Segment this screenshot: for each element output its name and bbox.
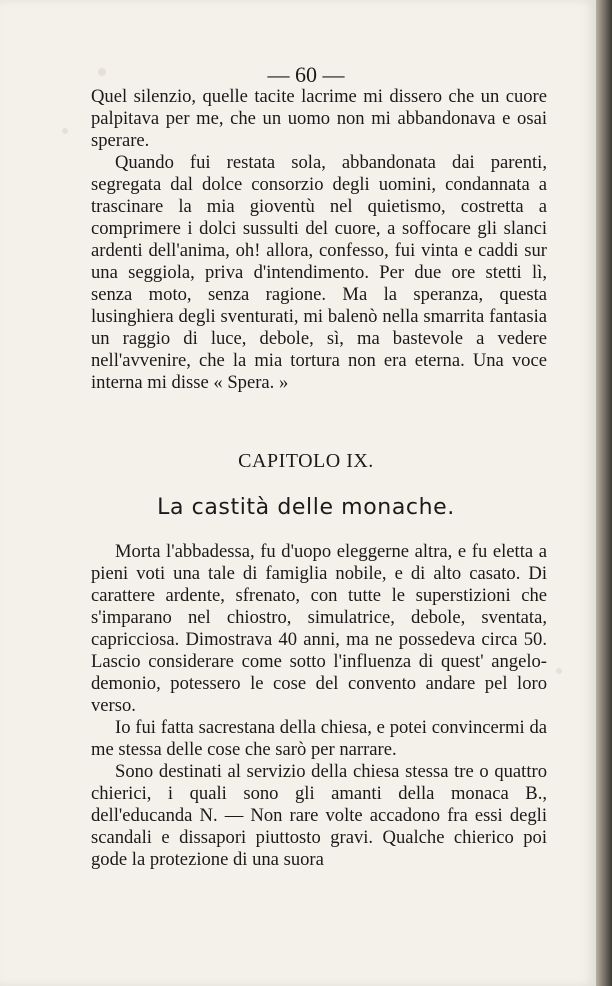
paper-smudge bbox=[556, 668, 562, 674]
paragraph: Sono destinati al servizio della chiesa stessa tre o quattro chierici, i quali sono gli amanti della monaca B., dell'educanda N. — Non rare volte accadono fra essi degli scandali e dissapori piuttosto gravi. Qualche chierico poi gode la protezione di una suora bbox=[91, 761, 547, 870]
paragraph: Morta l'abbadessa, fu d'uopo eleggerne altra, e fu eletta a pieni voti una tale di famiglia nobile, e di alto casato. Di carattere ardente, sfrenato, con tutte le superstizioni che s'imparano nel chiostro, simulatrice, debole, sventata, capricciosa. Dimostrava 40 anni, ma ne possedeva circa 50. Lascio considerare come sotto l'influenza di quest' angelo-demonio, potessero le cose del convento andare pel loro verso. bbox=[91, 541, 547, 716]
paragraph: Quando fui restata sola, abbandonata dai parenti, segregata dal dolce consorzio degli uomini, condannata a trascinare la mia gioventù nel quietismo, costretta a comprimere i dolci sussulti del cuore, a soffocare gli slanci ardenti dell'anima, oh! allora, confesso, fui vinta e caddi sur una seggiola, priva d'intendimento. Per due ore stetti lì, senza moto, senza ragione. Ma la speranza, questa lusinghiera degli sventurati, mi balenò nella smarrita fantasia un raggio di luce, debole, sì, ma bastevole a vedere nell'avvenire, che la mia tortura non era eterna. Una voce interna mi disse « Spera. » bbox=[91, 152, 547, 393]
page-number: — 60 — bbox=[267, 62, 345, 87]
text-section-2 bbox=[91, 541, 547, 871]
chapter-title: La castità delle monache. bbox=[157, 495, 455, 520]
page-edge-shadow bbox=[596, 0, 612, 986]
text-section-1 bbox=[91, 86, 547, 394]
chapter-number: CAPITOLO IX. bbox=[238, 450, 374, 472]
paper-smudge bbox=[62, 128, 68, 134]
paragraph: Io fui fatta sacrestana della chiesa, e potei convincermi da me stessa delle cose che sarò per narrare. bbox=[91, 717, 547, 760]
paragraph: Quel silenzio, quelle tacite lacrime mi dissero che un cuore palpitava per me, che un uomo non mi abbandonava e osai sperare. bbox=[91, 86, 547, 151]
